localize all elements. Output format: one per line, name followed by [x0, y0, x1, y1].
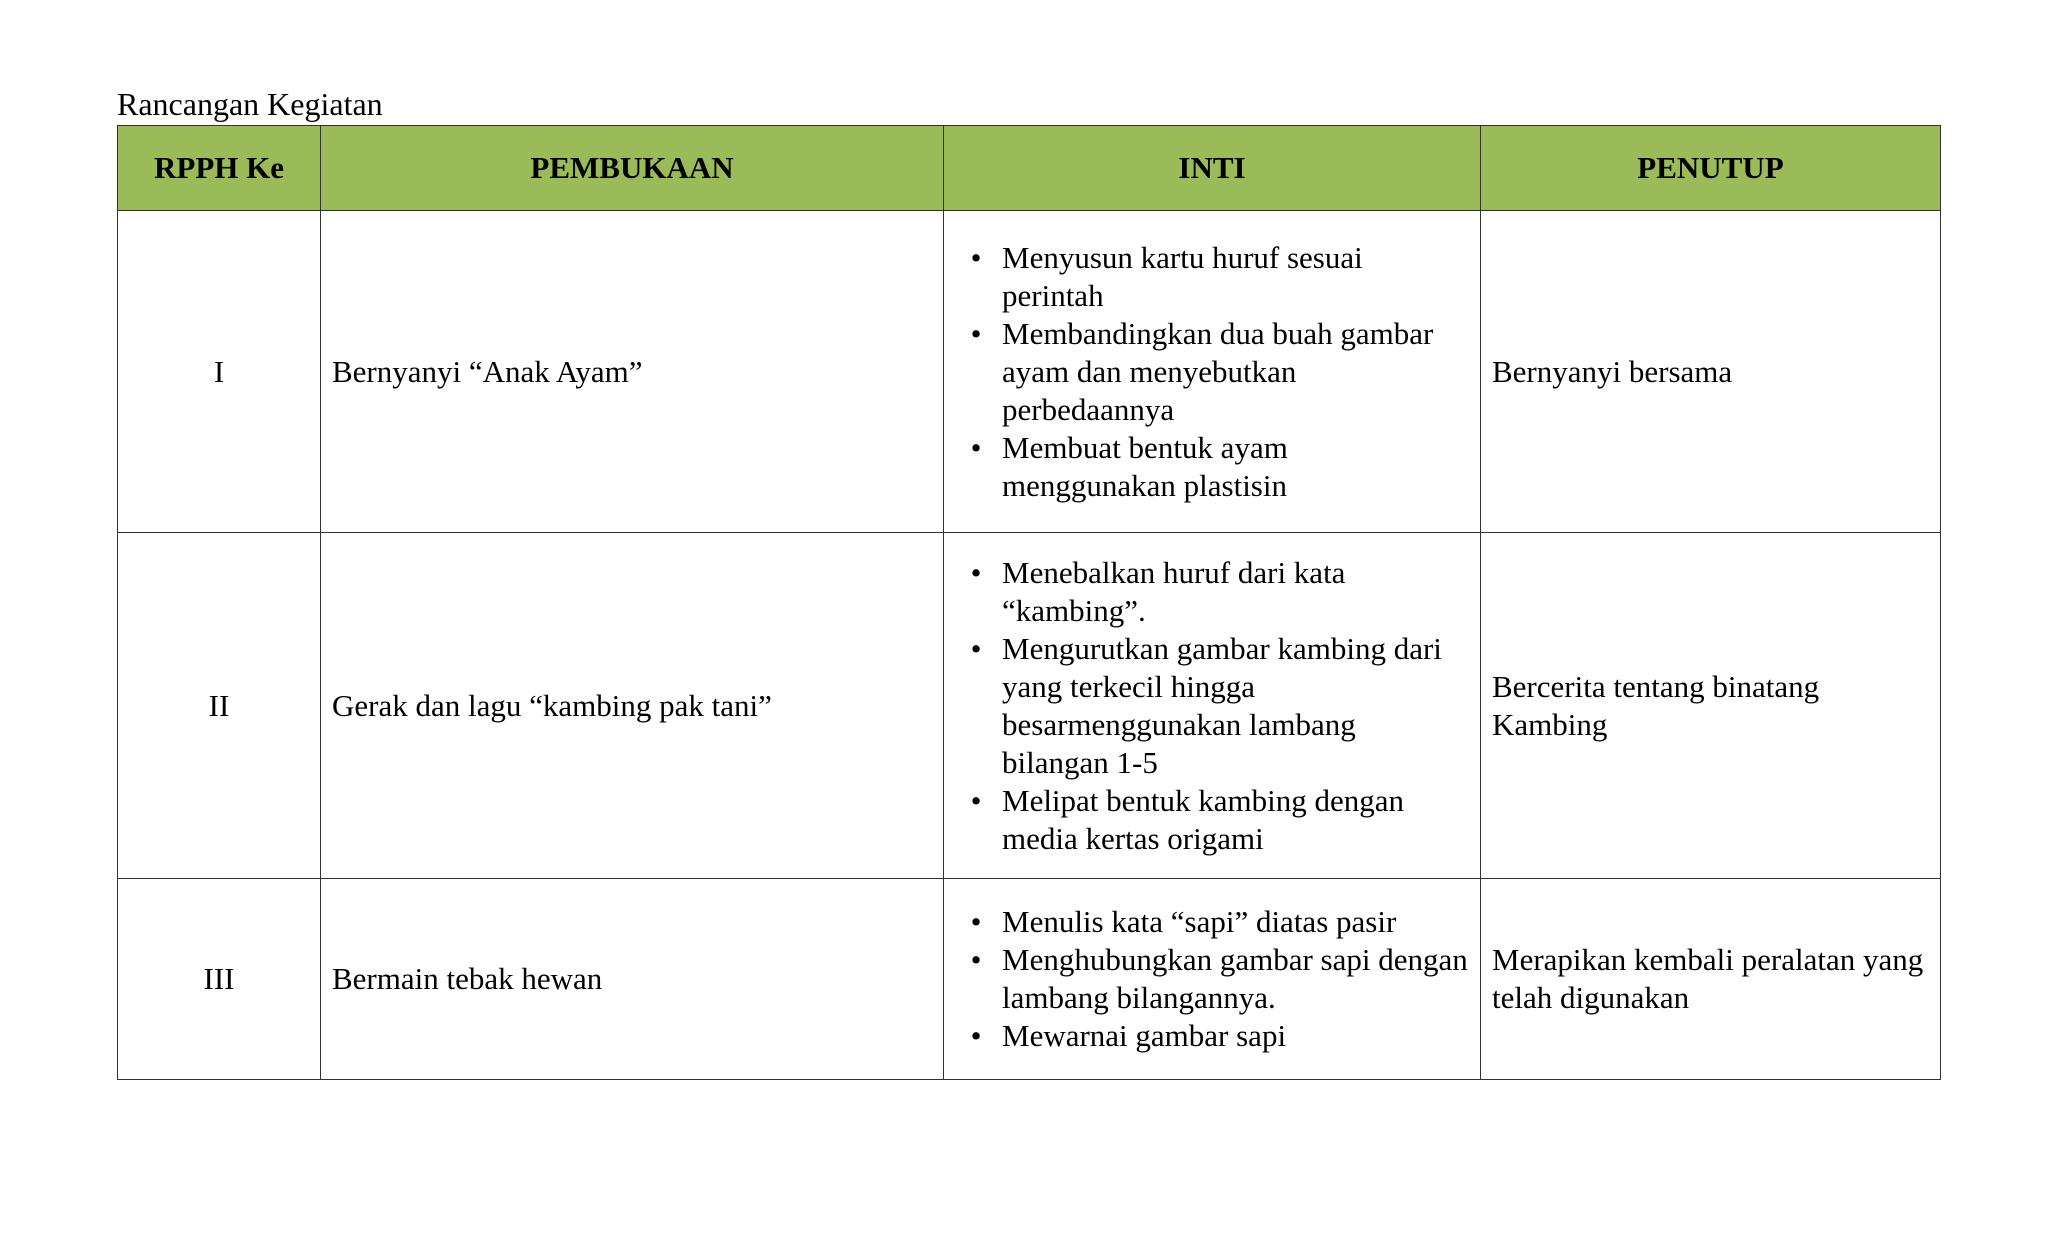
page-title: Rancangan Kegiatan [117, 86, 383, 122]
inti-list-item [970, 315, 1469, 429]
penutup-cell: Bernyanyi bersama [1481, 211, 1941, 533]
inti-list [955, 239, 1469, 505]
rpph-number-cell: II [118, 533, 321, 879]
inti-list-item [970, 903, 1469, 941]
inti-list-item [970, 429, 1469, 505]
bullet-icon: • [970, 1018, 982, 1053]
bullet-icon: • [970, 315, 982, 351]
inti-item-text: Menghubungkan gambar sapi dengan lambang bilangannya. [1002, 942, 1468, 1015]
inti-list-item [970, 239, 1469, 315]
inti-list-item [970, 1017, 1469, 1055]
table-row [118, 879, 1941, 1080]
inti-item-text: Mengurutkan gambar kambing dari yang terkecil hingga besarmenggunakan lambang bilangan 1-5 [1002, 630, 1442, 780]
bullet-icon: • [970, 904, 982, 939]
activity-plan-table [117, 125, 1941, 1080]
header-inti: INTI [944, 126, 1481, 211]
bullet-icon: • [970, 429, 982, 465]
rpph-number-cell: I [118, 211, 321, 533]
bullet-icon: • [970, 630, 982, 666]
inti-item-text: Menebalkan huruf dari kata “kambing”. [1002, 554, 1346, 628]
inti-item-text: Mewarnai gambar sapi [1002, 1018, 1287, 1053]
pembukaan-cell: Gerak dan lagu “kambing pak tani” [321, 533, 944, 879]
inti-item-text: Membuat bentuk ayam menggunakan plastisin [1002, 429, 1288, 503]
header-pembukaan: PEMBUKAAN [321, 126, 944, 211]
inti-cell [944, 211, 1481, 533]
table-header-row [118, 126, 1941, 211]
table-row [118, 211, 1941, 533]
header-rpph: RPPH Ke [118, 126, 321, 211]
inti-list-item [970, 630, 1469, 782]
rpph-number-cell: III [118, 879, 321, 1080]
inti-cell [944, 533, 1481, 879]
bullet-icon: • [970, 239, 982, 275]
inti-item-text: Menyusun kartu huruf sesuai perintah [1002, 239, 1363, 313]
inti-item-text: Menulis kata “sapi” diatas pasir [1002, 904, 1397, 939]
header-penutup: PENUTUP [1481, 126, 1941, 211]
inti-list-item [970, 941, 1469, 1017]
penutup-cell: Bercerita tentang binatang Kambing [1481, 533, 1941, 879]
inti-list [955, 554, 1469, 858]
bullet-icon: • [970, 782, 982, 818]
penutup-cell: Merapikan kembali peralatan yang telah digunakan [1481, 879, 1941, 1080]
inti-item-text: Melipat bentuk kambing dengan media kertas origami [1002, 782, 1405, 856]
table-row [118, 533, 1941, 879]
bullet-icon: • [970, 554, 982, 590]
inti-list-item [970, 554, 1469, 630]
inti-list [955, 903, 1469, 1055]
inti-item-text: Membandingkan dua buah gambar ayam dan menyebutkan perbedaannya [1002, 315, 1434, 427]
bullet-icon: • [970, 942, 982, 977]
inti-cell [944, 879, 1481, 1080]
inti-list-item [970, 782, 1469, 858]
pembukaan-cell: Bermain tebak hewan [321, 879, 944, 1080]
pembukaan-cell: Bernyanyi “Anak Ayam” [321, 211, 944, 533]
